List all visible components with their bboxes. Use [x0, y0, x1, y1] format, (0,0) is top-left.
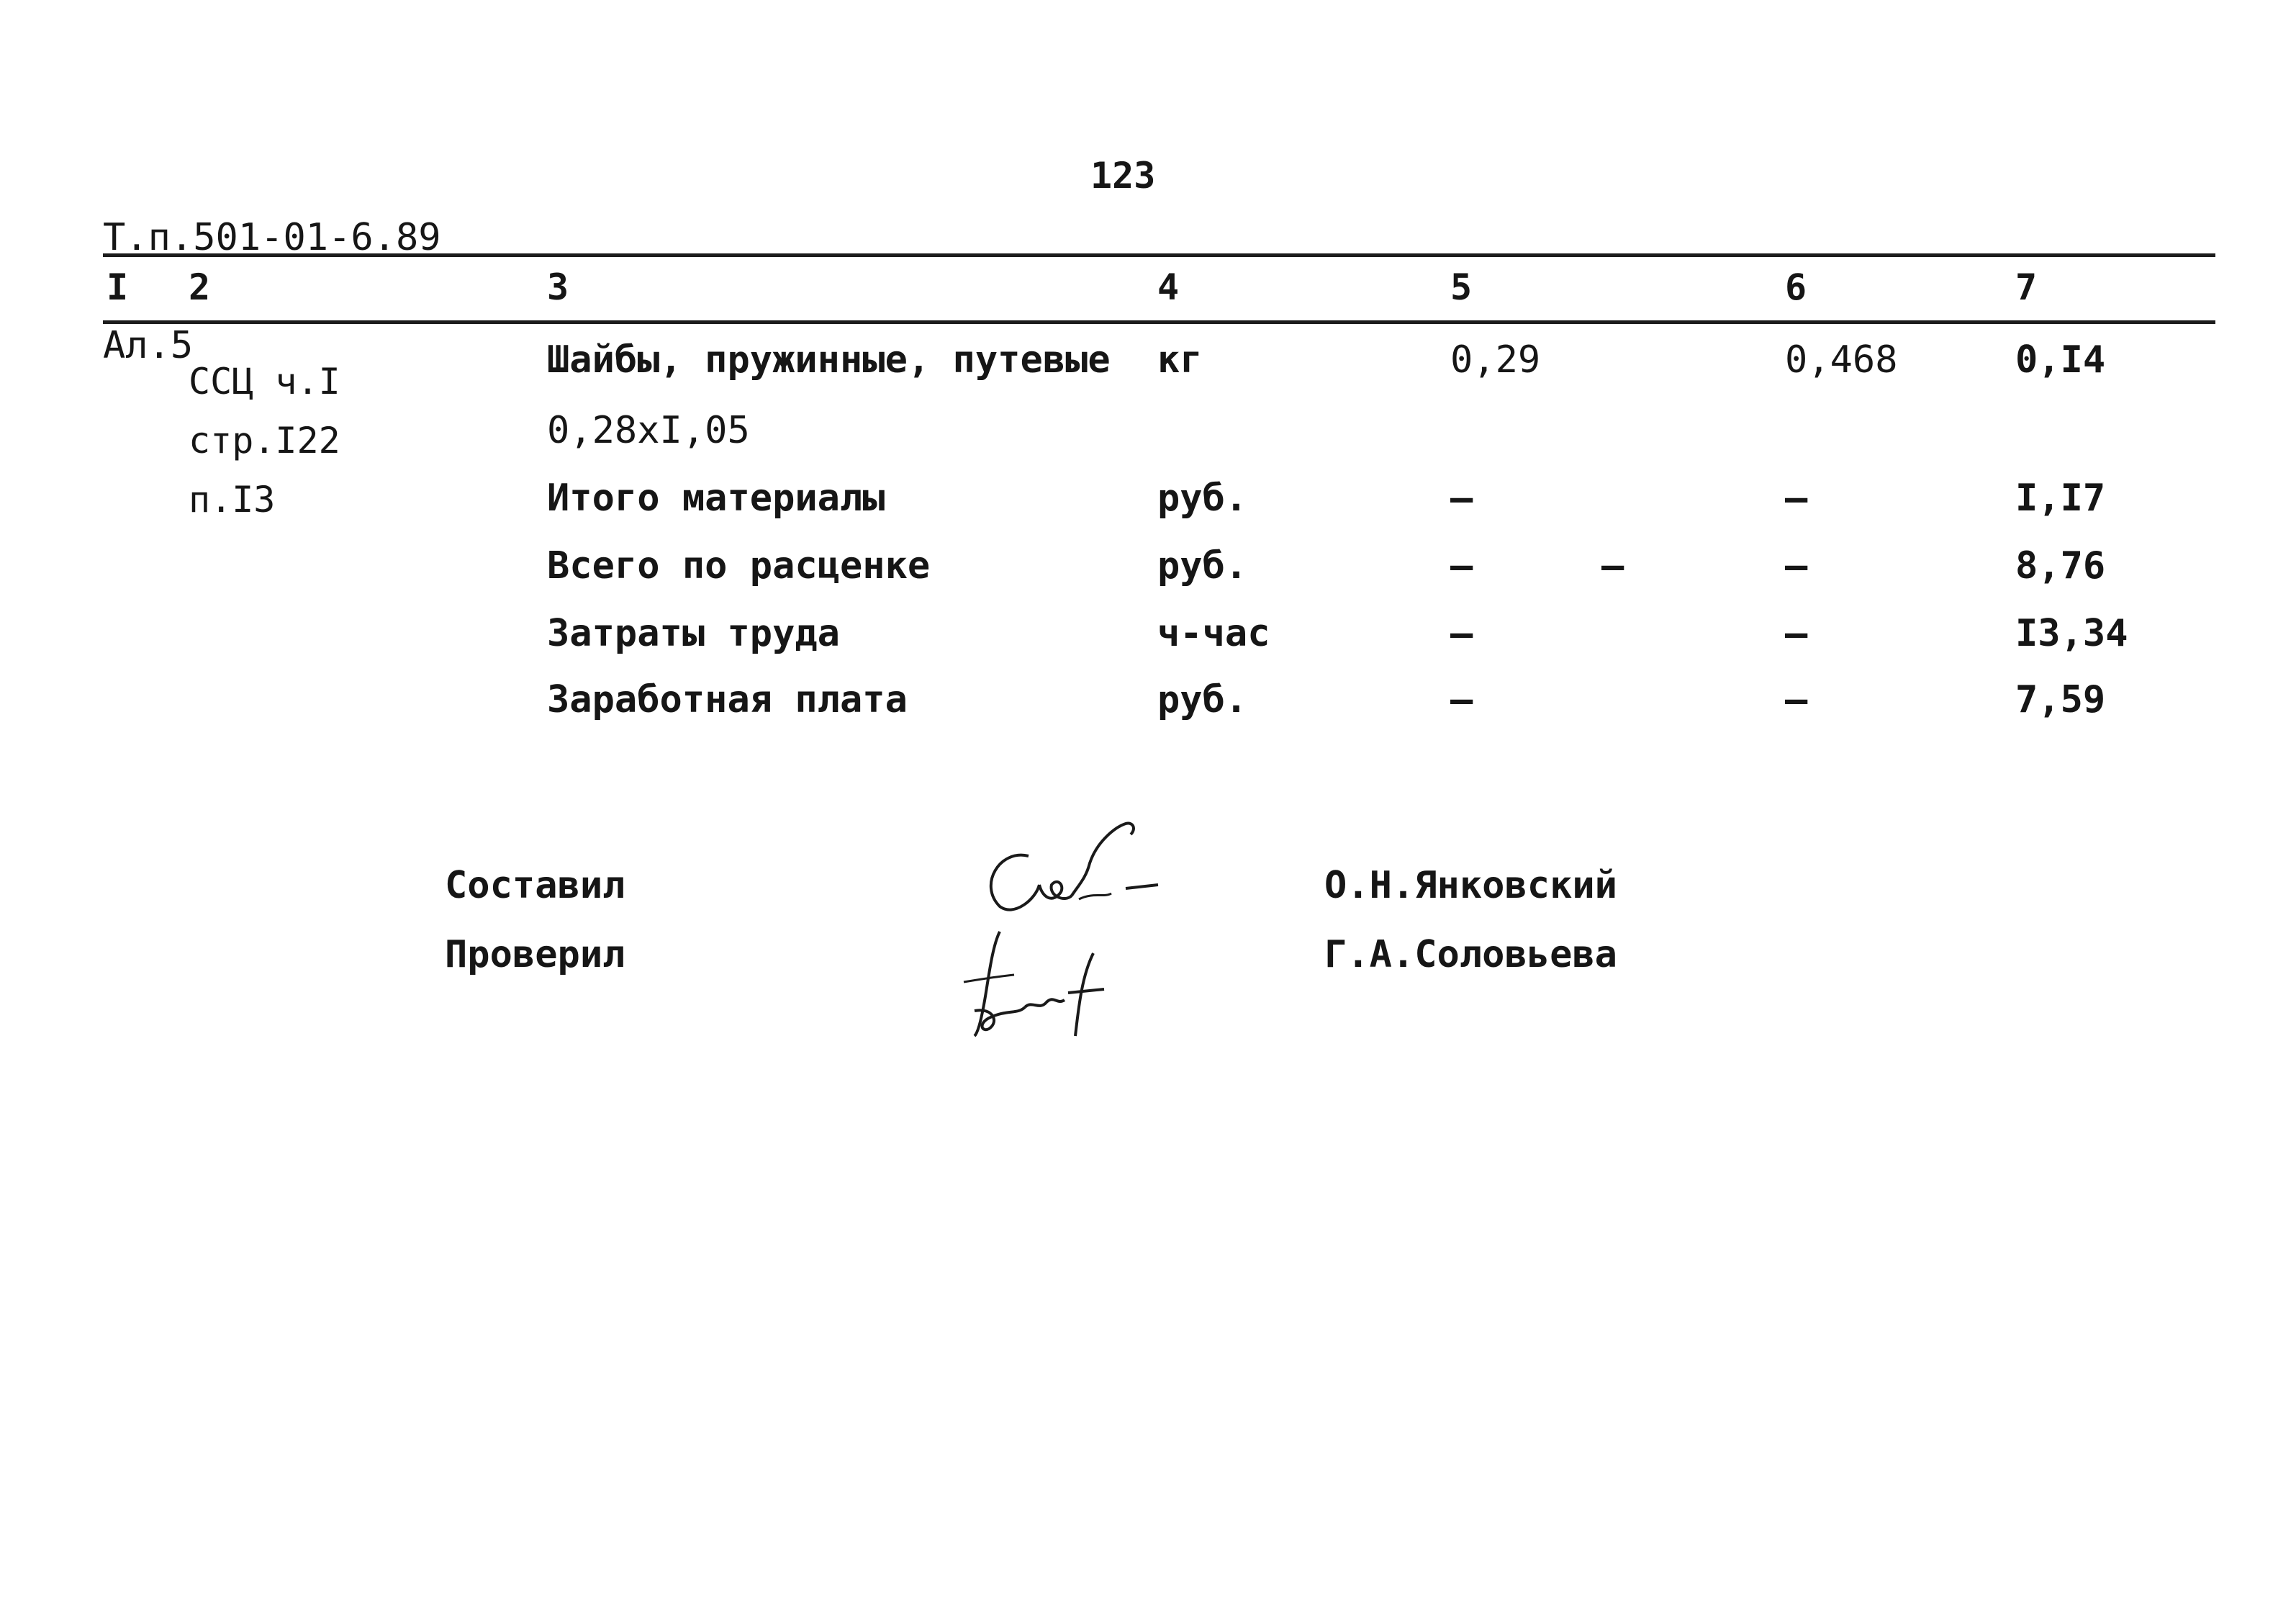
- compiled-by-name: О.Н.Янковский: [1324, 864, 1617, 907]
- row-col5: –: [1450, 544, 1473, 587]
- row-name: Всего по расценке: [547, 544, 931, 587]
- table-header-rule: [103, 320, 2215, 324]
- row-col6: –: [1785, 612, 1808, 655]
- source-reference-line: ССЦ ч.I: [189, 361, 340, 402]
- source-reference-line: стр.I22: [189, 420, 340, 461]
- column-number-6: 6: [1785, 266, 1807, 308]
- row-col7: 7,59: [2015, 678, 2106, 721]
- table-top-rule: [103, 253, 2215, 257]
- column-number-1: I: [107, 266, 129, 308]
- row-name: 0,28xI,05: [547, 409, 750, 452]
- page-number: 123: [1090, 155, 1156, 197]
- row-unit: кг: [1157, 338, 1203, 382]
- row-col5: –: [1450, 612, 1473, 655]
- row-unit: руб.: [1157, 544, 1248, 587]
- source-reference-line: п.I3: [189, 479, 276, 521]
- compiled-by-label: Составил: [445, 864, 625, 907]
- row-unit: руб.: [1157, 678, 1248, 721]
- row-col6: –: [1785, 477, 1808, 520]
- checked-by-name: Г.А.Соловьева: [1324, 933, 1617, 976]
- source-reference: [189, 338, 340, 529]
- column-number-5: 5: [1450, 266, 1473, 308]
- document-code-line2: Ал.5: [103, 324, 194, 367]
- row-name: Заработная плата: [547, 678, 908, 721]
- row-unit: ч-час: [1157, 612, 1270, 655]
- document-code-line1: Т.п.501-01-6.89: [103, 216, 441, 259]
- row-col6: –: [1785, 544, 1808, 587]
- row-name: Шайбы, пружинные, путевые: [547, 338, 1111, 382]
- column-number-2: 2: [189, 266, 211, 308]
- row-col5: –: [1450, 678, 1473, 721]
- column-number-3: 3: [547, 266, 569, 308]
- row-name: Затраты труда: [547, 612, 840, 655]
- row-col5: 0,29: [1450, 338, 1541, 382]
- column-number-4: 4: [1157, 266, 1180, 308]
- row-col6: 0,468: [1785, 338, 1898, 382]
- row-col7: I3,34: [2015, 612, 2128, 655]
- row-col7: I,I7: [2015, 477, 2106, 520]
- column-number-7: 7: [2015, 266, 2038, 308]
- row-name: Итого материалы: [547, 477, 885, 520]
- row-col7: 8,76: [2015, 544, 2106, 587]
- row-col5-extra: –: [1601, 544, 1624, 587]
- checked-by-label: Проверил: [445, 933, 625, 976]
- row-col7: 0,I4: [2015, 338, 2106, 382]
- row-unit: руб.: [1157, 477, 1248, 520]
- row-col5: –: [1450, 477, 1473, 520]
- row-col6: –: [1785, 678, 1808, 721]
- checker-signature-image: [936, 904, 1136, 1050]
